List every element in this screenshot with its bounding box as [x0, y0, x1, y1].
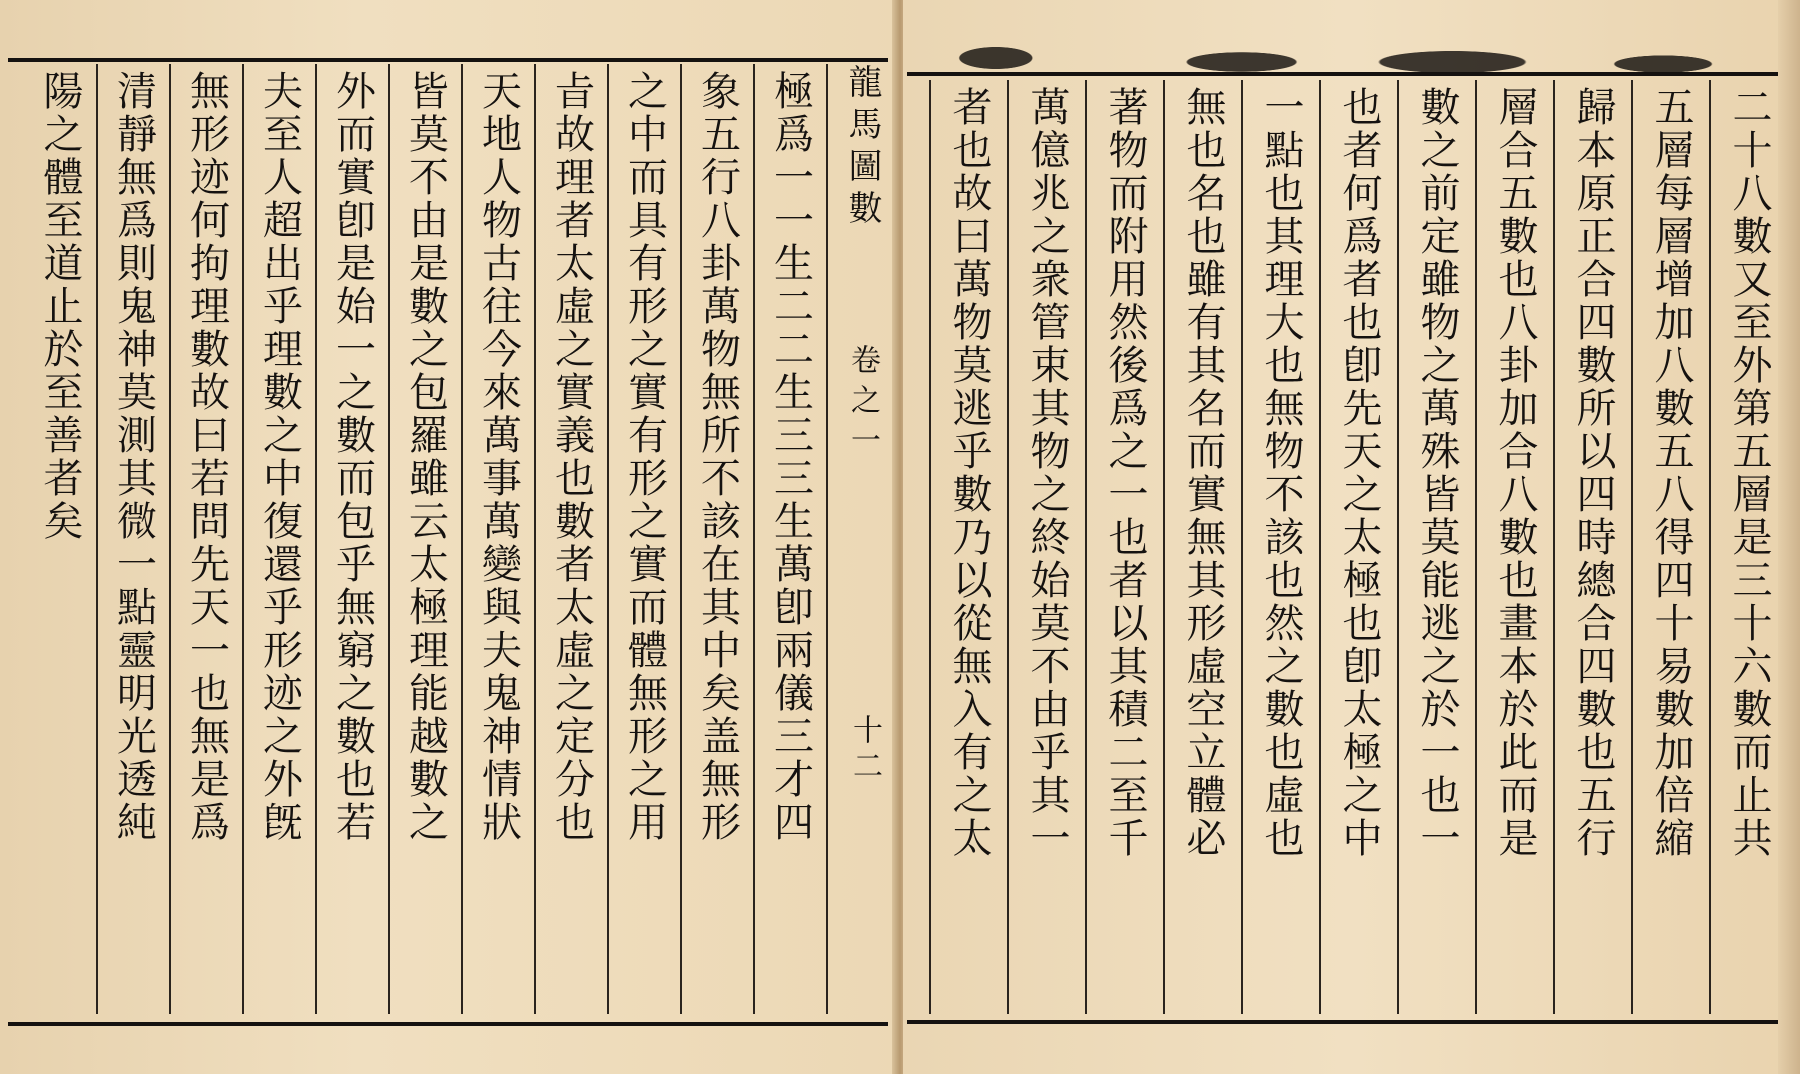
text-column [1085, 80, 1163, 1014]
text-column [388, 64, 461, 1014]
column-text: 外而實卽是始一之數而包乎無窮之數也若 [329, 70, 376, 844]
text-column [1631, 80, 1709, 1014]
column-text: 之中而具有形之實有形之實而體無形之用 [621, 70, 668, 844]
column-text: 著物而附用然後爲之一也者以其積二至千 [1102, 86, 1148, 860]
column-text: 清靜無爲則鬼神莫測其微一點靈明光透純 [110, 70, 157, 844]
text-column [1475, 80, 1553, 1014]
column-text: 㫖故理者太虛之實義也數者太虛之定分也 [548, 70, 595, 844]
folio-number: 十二 [847, 714, 882, 786]
column-text: 歸本原正合四數所以四時總合四數也五行 [1570, 86, 1616, 860]
text-column [461, 64, 534, 1014]
left-margin-column [826, 64, 888, 1014]
column-text: 極爲一一生二二生三三生萬卽兩儀三才四 [767, 70, 814, 844]
column-text: 無也名也雖有其名而實無其形虛空立體必 [1180, 86, 1226, 860]
left-page-columns [8, 64, 888, 1014]
column-text: 數之前定雖物之萬殊皆莫能逃之於一也一 [1414, 86, 1460, 860]
text-column [929, 80, 1007, 1014]
text-column [534, 64, 607, 1014]
book-title: 龍馬圖數 [842, 64, 882, 232]
text-column [1163, 80, 1241, 1014]
column-text: 萬億兆之衆管束其物之終始莫不由乎其一 [1024, 86, 1070, 860]
text-column [242, 64, 315, 1014]
text-column [1319, 80, 1397, 1014]
column-text: 皆莫不由是數之包羅雖云太極理能越數之 [402, 70, 449, 844]
column-text: 二十八數又至外第五層是三十六數而止共 [1726, 86, 1772, 860]
text-column [1397, 80, 1475, 1014]
column-text: 者也故曰萬物莫逃乎數乃以從無入有之太 [946, 86, 992, 860]
column-text: 天地人物古往今來萬事萬變與夫鬼神情狀 [475, 70, 522, 844]
text-column [169, 64, 242, 1014]
ink-smudge [908, 34, 1786, 74]
column-text: 無形迹何拘理數故曰若問先天一也無是爲 [183, 70, 230, 844]
column-text: 陽之體至道止於至善者矣 [37, 70, 83, 543]
text-column [753, 64, 826, 1014]
column-text: 層合五數也八卦加合八數也畫本於此而是 [1492, 86, 1538, 860]
column-text: 也者何爲者也卽先天之太極也卽太極之中 [1336, 86, 1382, 860]
text-column [1241, 80, 1319, 1014]
right-page-columns [907, 80, 1787, 1014]
text-column [607, 64, 680, 1014]
column-text: 夫至人超出乎理數之中復還乎形迹之外旣 [256, 70, 303, 844]
edge-column [907, 80, 929, 1014]
text-column [1553, 80, 1631, 1014]
column-text: 五層每層增加八數五八得四十易數加倍縮 [1648, 86, 1694, 860]
text-column [24, 64, 96, 1014]
text-column [680, 64, 753, 1014]
text-column [96, 64, 169, 1014]
page-edge [1778, 0, 1800, 1074]
text-column [315, 64, 388, 1014]
volume-label: 卷之一 [845, 344, 880, 464]
text-column [1709, 80, 1787, 1014]
text-column [1007, 80, 1085, 1014]
column-text: 象五行八卦萬物無所不該在其中矣盖無形 [694, 70, 741, 844]
column-text: 一點也其理大也無物不該也然之數也虛也 [1258, 86, 1304, 860]
